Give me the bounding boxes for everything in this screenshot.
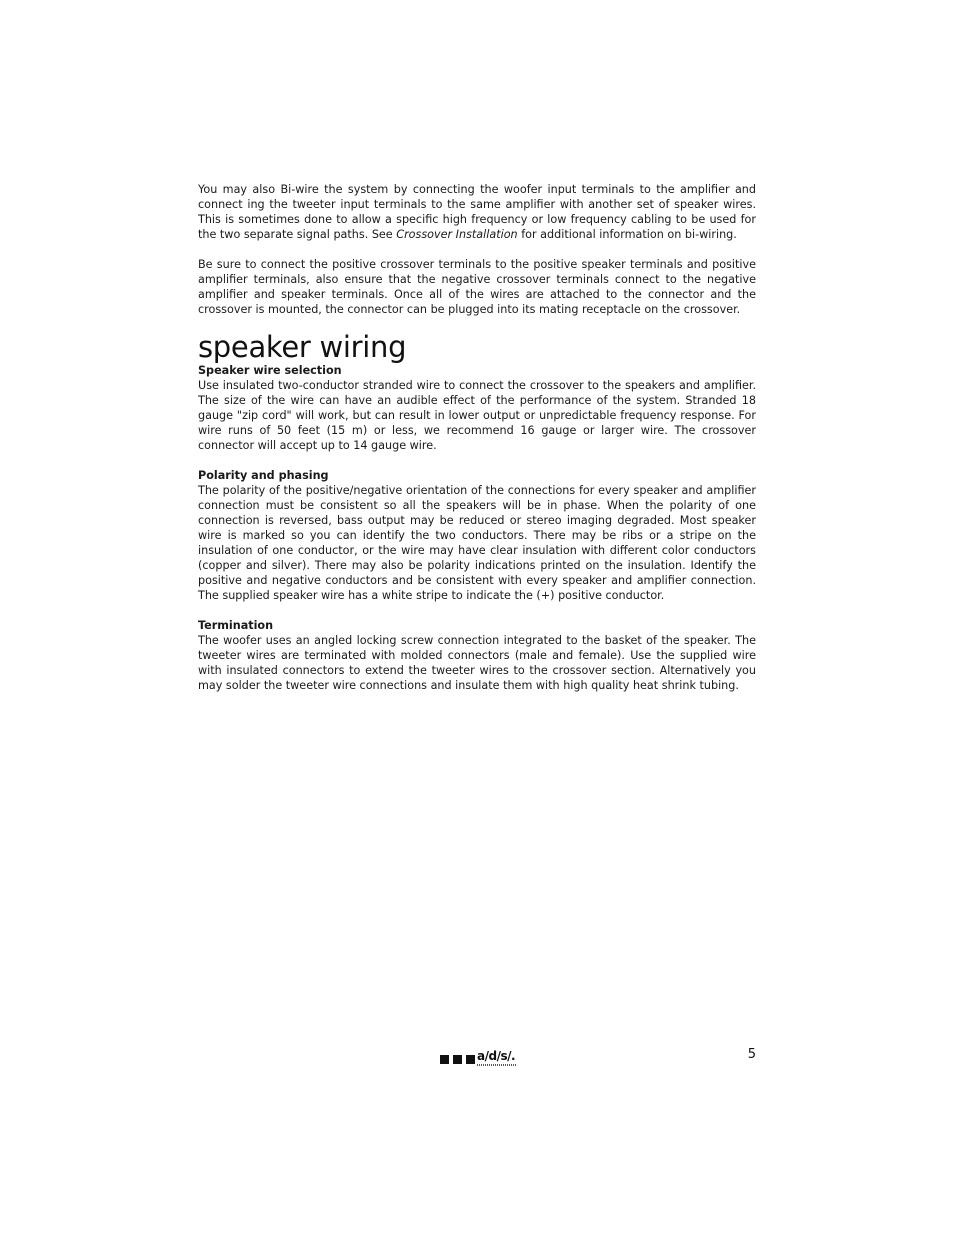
logo-square-icon — [466, 1055, 475, 1064]
wire-selection-heading: Speaker wire selection — [198, 364, 342, 377]
intro-biwire-text-end: for additional information on bi-wiring. — [517, 228, 737, 241]
intro-paragraph-biwire — [198, 182, 756, 242]
intro-paragraph-polarity: Be sure to connect the positive crossover terminals to the positive speaker terminals and positive amplifier terminals, also ensure that the negative crossover terminals connect to the negative amplifier and speaker terminals. Once all of the wires are attached to the connector and the crossover is mounted, the connector can be plugged into its mating receptacle on the crossover. — [198, 258, 756, 316]
logo-wordmark: a/d/s/. — [477, 1049, 516, 1063]
wire-selection-body: Use insulated two-conductor stranded wire to connect the crossover to the speakers and amplifier. The size of the wire can have an audible effect of the performance of the system. Stranded 18 gauge "zip cord" will work, but can result in lower output or unpredictable frequency response. For wire runs of 50 feet (15 m) or less, we recommend 16 gauge or larger wire. The crossover connector will accept up to 14 gauge wire. — [198, 379, 756, 452]
intro-biwire-text-start: You may also Bi-wire the system by connecting the woofer input terminals to the amplifier and connect ing the tweeter input terminals to the same amplifier with another set of speaker wires. This is sometimes done to allow a specific high frequency or low frequency cabling to be used for the two separate signal paths. See — [198, 183, 756, 241]
ads-logo — [440, 1048, 520, 1068]
polarity-heading: Polarity and phasing — [198, 469, 329, 482]
polarity-body: The polarity of the positive/negative orientation of the connections for every speaker and amplifier connection must be consistent so all the speakers will be in phase. When the polarity of one connection is reversed, bass output may be reduced or stereo imaging degraded. Most speaker wire is marked so you can identify the two conductors. There may be ribs or a stripe on the insulation of one conductor, or the wire may have clear insulation with different color conductors (copper and silver). There may also be polarity indications printed on the insulation. Identify the positive and negative conductors and be consistent with every speaker and amplifier connection. The supplied speaker wire has a white stripe to indicate the (+) positive conductor. — [198, 484, 756, 602]
logo-square-icon — [440, 1055, 449, 1064]
page-number: 5 — [747, 1047, 756, 1062]
section-title: speaker wiring — [198, 330, 407, 364]
termination-heading: Termination — [198, 619, 274, 632]
logo-square-icon — [453, 1055, 462, 1064]
page-footer — [198, 1046, 756, 1068]
logo-tagline — [477, 1064, 517, 1066]
termination-body: The woofer uses an angled locking screw connection integrated to the basket of the speaker. The tweeter wires are terminated with molded connectors (male and female). Use the supplied wire with insulated connectors to extend the tweeter wires to the crossover section. Alternatively you may solder the tweeter wire connections and insulate them with high quality heat shrink tubing. — [198, 634, 756, 692]
page-content — [198, 182, 756, 693]
crossover-installation-reference: Crossover Installation — [396, 228, 518, 241]
